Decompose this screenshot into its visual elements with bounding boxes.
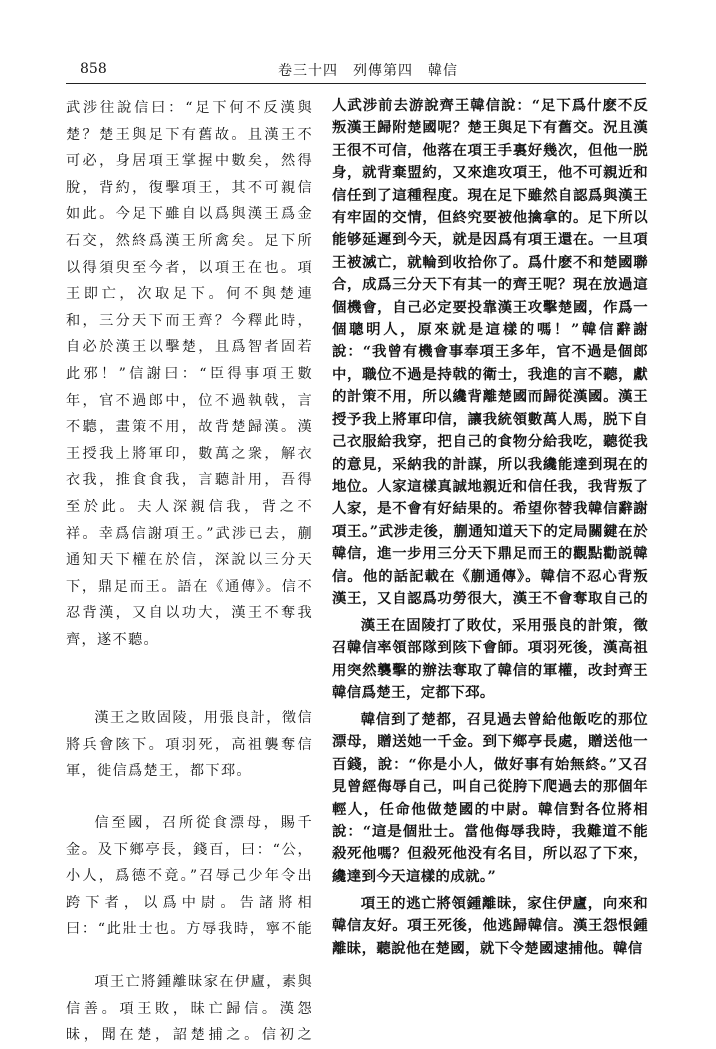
left-paragraph-1: 武涉往說信曰：“足下何不反漢與楚？楚王與足下有舊故。且漢王不可必，身居項王掌握中數矣，然得脫，背約，復擊項王，其不可親信如此。今足下雖自以爲與漢王爲金石交，然終爲漢王所禽矣。足下所以得須臾至今者，以項王在也。項王即亡，次取足下。何不與楚連和，三分天下而王齊？今釋此時，自必於漢王以擊楚，且爲智者固若此邪！”信謝曰：“臣得事項王數年，官不過郎中，位不過執戟，言不聽，畫策不用，故背楚歸漢。漢王授我上將軍印，數萬之衆，解衣衣我，推食食我，言聽計用，吾得至於此。夫人深親信我，背之不祥。幸爲信謝項王。”武涉已去，蒯通知天下權在於信，深說以三分天下，鼎足而王。語在《通傳》。信不忍背漢，又自以功大，漢王不奪我齊，遂不聽。 [66, 100, 313, 648]
left-paragraph-3: 信至國，召所從食漂母，賜千金。及下鄉亭長，錢百，曰：“公，小人，爲德不竟。”召辱己少年令出跨下者，以爲中尉。告諸將相曰：“此壯士也。方辱我時，寧不能 [66, 815, 313, 938]
right-paragraph-4: 項王的逃亡將領鍾離昧，家住伊廬，向來和韓信友好。項王死後，他逃歸韓信。漢王怨恨鍾離昧，聽說他在楚國，就下令楚國逮捕他。韓信 [332, 895, 648, 957]
left-paragraph-4: 項王亡將鍾離昧家在伊廬，素與信善。項王敗，昧亡歸信。漢怨昧，聞在楚，詔楚捕之。信初之 [66, 974, 313, 1044]
right-column-translation [332, 95, 648, 983]
right-paragraph-3: 韓信到了楚都，召見過去曾給他飯吃的那位漂母，贈送她一千金。到下鄉亭長處，贈送他一百錢，說：“你是小人，做好事有始無終。”又召見曾經侮辱自己，叫自己從胯下爬過去的那個年輕人，任命他做楚國的中尉。韓信對各位將相說：“這是個壯士。當他侮辱我時，我難道不能殺死他嗎？但殺死他没有名目，所以忍了下來，纔達到今天這樣的成就。” [332, 711, 648, 885]
running-title: 卷三十四 列傳第四 韓信 [278, 63, 458, 79]
header-rule [66, 83, 646, 84]
right-paragraph-1: 人武涉前去游說齊王韓信說：“足下爲什麽不反叛漢王歸附楚國呢？楚王與足下有舊交。況且漢王很不可信，他落在項王手裏好幾次，但他一脱身，就背棄盟約，又來進攻項王，他不可親近和信任到了這種程度。現在足下雖然自認爲與漢王有牢固的交情，但終究要被他擒拿的。足下所以能够延遲到今天，就是因爲有項王還在。一旦項王被滅亡，就輪到收拾你了。爲什麽不和楚國聯合，成爲三分天下有其一的齊王呢？現在放過這個機會，自己必定要投靠漢王攻擊楚國，作爲一個聰明人，原來就是這樣的嗎！”韓信辭謝說：“我曾有機會事奉項王多年，官不過是個郎中，職位不過是持戟的衛士，我進的言不聽，獻的計策不用，所以纔背離楚國而歸從漢國。漢王授予我上將軍印信，讓我統領數萬人馬，脱下自己衣服給我穿，把自己的食物分給我吃，聽從我的意見，采納我的計謀，所以我纔能達到現在的地位。人家這樣真誠地親近和信任我，我背叛了人家，是不會有好結果的。希望你替我韓信辭謝項王。”武涉走後，蒯通知道天下的定局關鍵在於韓信，進一步用三分天下鼎足而王的觀點勸説韓信。他的話記載在《蒯通傳》。韓信不忍心背叛漢王，又自認爲功勞很大，漢王不會奪取自己的 [332, 97, 648, 607]
page-number: 858 [80, 61, 107, 77]
left-paragraph-2: 漢王之敗固陵，用張良計，徵信將兵會陔下。項羽死，高祖襲奪信軍，徙信爲楚王，都下邳。 [66, 710, 313, 780]
left-column-classical-text [66, 95, 313, 1049]
right-paragraph-2: 漢王在固陵打了敗仗，采用張良的計策，徵召韓信率領部隊到陔下會師。項羽死後，漢高祖用突然襲擊的辦法奪取了韓信的軍權，改封齊王韓信爲楚王，定都下邳。 [332, 617, 648, 702]
